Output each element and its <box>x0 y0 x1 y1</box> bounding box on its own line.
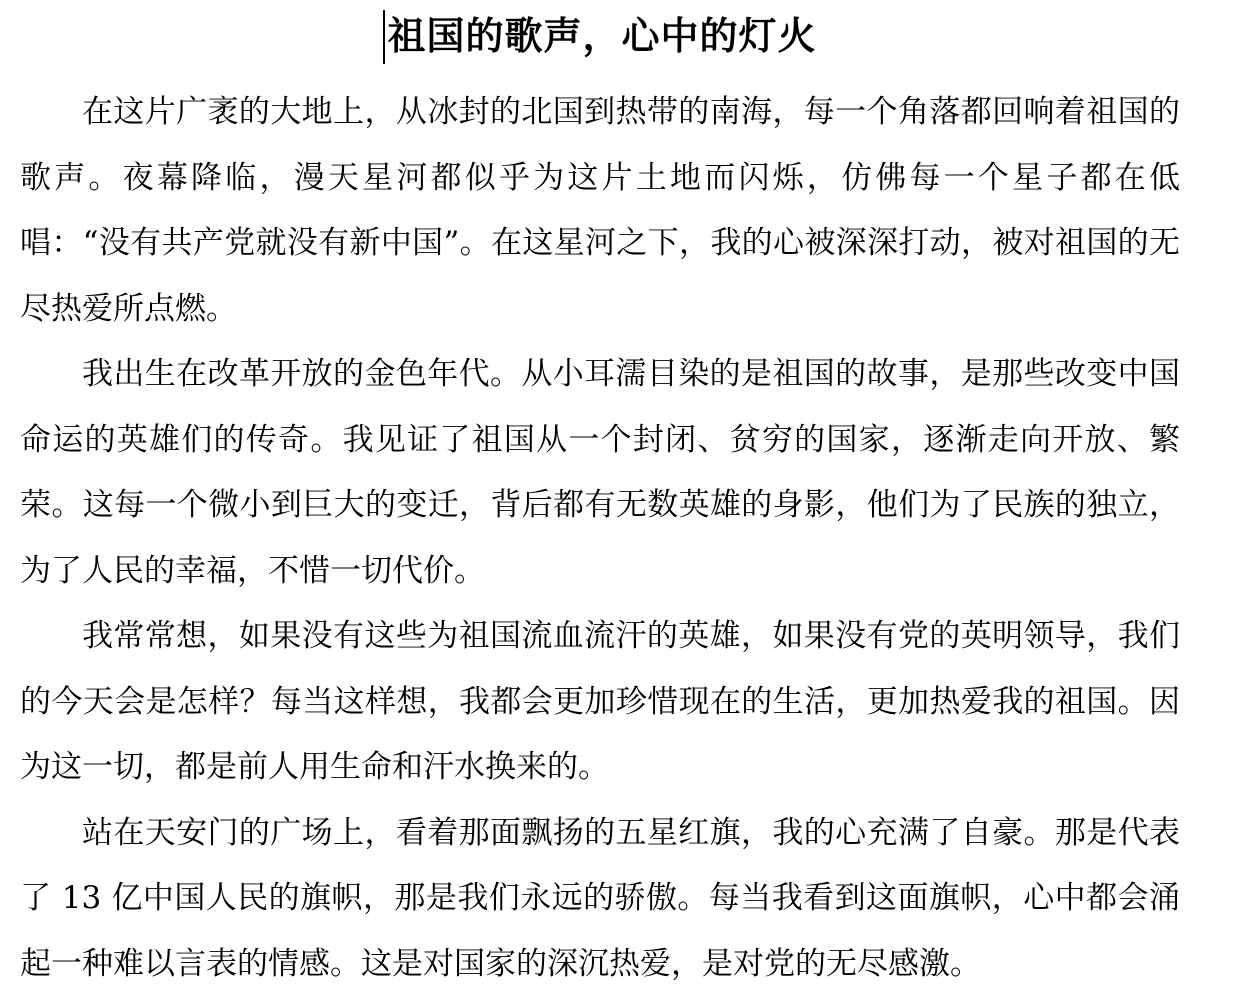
document-title-text: 祖国的歌声，心中的灯火 <box>387 14 817 58</box>
text-cursor <box>383 10 385 64</box>
paragraph-2[interactable]: 我出生在改革开放的金色年代。从小耳濡目染的是祖国的故事，是那些改变中国命运的英雄们的传奇。我见证了祖国从一个封闭、贫穷的国家，逐渐走向开放、繁荣。这每一个微小到巨大的变迁，背后都有无数英雄的身影，他们为了民族的独立，为了人民的幸福，不惜一切代价。 <box>20 356 1180 589</box>
document-title[interactable] <box>383 8 816 64</box>
paragraph-4[interactable]: 站在天安门的广场上，看着那面飘扬的五星红旗，我的心充满了自豪。那是代表了 13 亿中国人民的旗帜，那是我们永远的骄傲。每当我看到这面旗帜，心中都会涌起一种难以言表的情感。这是对国家的深沉热爱，是对党的无尽感激。 <box>20 814 1180 982</box>
document-body[interactable] <box>20 80 1180 997</box>
title-container <box>0 8 1200 66</box>
paragraph-1[interactable]: 在这片广袤的大地上，从冰封的北国到热带的南海，每一个角落都回响着祖国的歌声。夜幕降临，漫天星河都似乎为这片土地而闪烁，仿佛每一个星子都在低唱：“没有共产党就没有新中国”。在这星河之下，我的心被深深打动，被对祖国的无尽热爱所点燃。 <box>20 94 1180 327</box>
paragraph-3[interactable]: 我常常想，如果没有这些为祖国流血流汗的英雄，如果没有党的英明领导，我们的今天会是怎样？每当这样想，我都会更加珍惜现在的生活，更加热爱我的祖国。因为这一切，都是前人用生命和汗水换来的。 <box>20 618 1180 785</box>
